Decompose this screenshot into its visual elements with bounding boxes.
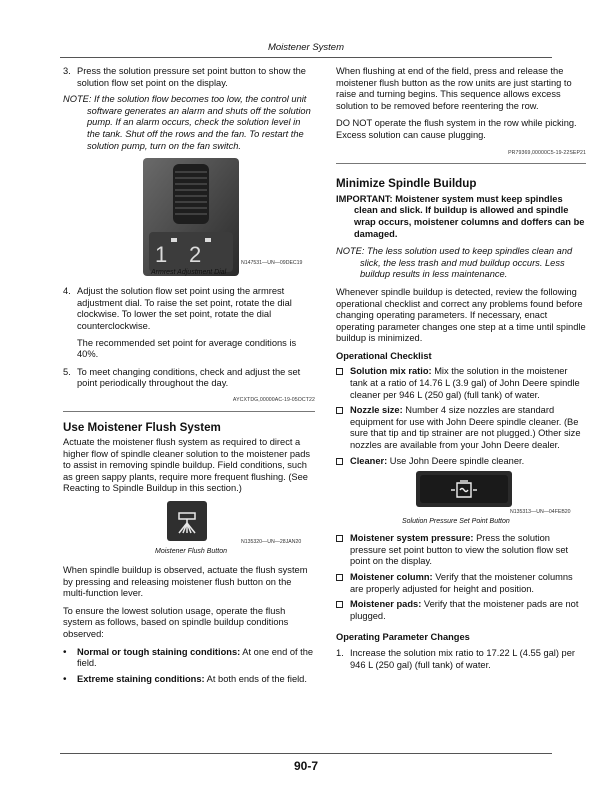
flush-button-image [167,501,207,541]
check-system-pressure [336,533,586,568]
flush-para-b: To ensure the lowest solution usage, operate the flush system as follows, based on spindle buildup conditions observed: [63,605,289,640]
note-pump-alarm: NOTE: If the solution flow becomes too low, the control unit software generates an alarm and shuts off the solution pump. If an alarm occurs, check the solution level in the tank. Shut off the rows and the fan. To restart the solution pump, turn on the fan switch. [63,94,311,151]
left-column [63,66,315,689]
flush-para-a: When spindle buildup is observed, actuate the flush system by pressing and releasing moistener flush button on the multi-function lever. [63,565,308,599]
check-cleaner [336,456,586,468]
right-column [336,66,586,676]
dial-label-2: 2 [189,242,202,268]
check-cleaner-label: Cleaner: [350,455,388,466]
section-title-flush: Use Moistener Flush System [63,420,221,434]
step-5 [63,367,315,390]
check-moistener-column [336,572,586,595]
fig2-caption: Moistener Flush Button [155,548,227,556]
pressure-button-image [416,471,512,507]
armrest-dial-figure [63,158,315,280]
param-1-text: Increase the solution mix ratio to 17.22 L (4.55 gal) per 946 L (250 gal) (full tank) of water. [350,647,575,670]
flush-button-figure [63,501,315,557]
spindle-para-e: Whenever spindle buildup is detected, review the following operational checklist and correct any problems found before changing operating parameters. If necessary, enact operating parameter changes one step at a time until spindle buildup is minimized. [336,286,586,344]
check-moistener-pads-text: Verify that the moistener pads are not plugged. [350,599,579,621]
params-title: Operating Parameter Changes [336,632,470,643]
ref-code-2: PR79369,00000C5-19-22SEP21 [508,149,586,156]
fig3-id: N135313—UN—04FEB20 [510,509,571,516]
step-4 [63,286,315,332]
checkbox-icon [336,368,343,375]
check-moistener-column-label: Moistener column: [350,572,433,582]
footer-rule [60,753,552,754]
section-title-spindle: Minimize Spindle Buildup [336,177,477,191]
check-nozzle-size [336,405,586,451]
section-divider-2 [336,163,586,164]
bullet-dot: • [63,673,67,685]
param-1 [336,648,586,671]
step-3-number: 3. [63,66,71,76]
page-number: 90-7 [293,759,319,773]
dial-label-1: 1 [155,242,168,268]
bullet-normal-text: At one end of the field. [77,646,314,669]
step-5-text: To meet changing conditions, check and adjust the set point periodically throughout the day. [77,366,301,389]
bullet-extreme-text: At both ends of the field. [204,673,307,684]
checkbox-icon [336,535,343,542]
bullet-normal-label: Normal or tough staining conditions: [77,646,241,657]
checklist-title: Operational Checklist [336,350,432,361]
flush-para-c: When flushing at end of the field, press and release the moistener flush button as the row units are just starting to raise and turning begins. This sequence allows excess solution to be removed before reentering the row. [336,66,572,111]
step-3 [63,66,315,89]
checkbox-icon [336,601,343,608]
check-moistener-pads [336,599,586,622]
step-4-text: Adjust the solution flow set point using the armrest adjustment dial. To raise the set point, rotate the dial clockwise. To lower the set point, rotate the dial counterclockwise. [77,286,292,331]
checkbox-icon [336,458,343,465]
param-1-number: 1. [336,647,344,658]
fig1-id: N147531—UN—09DEC19 [241,260,303,267]
header-rule [60,57,552,58]
check-moistener-column-text: Verify that the moistener columns are properly adjusted for height and position. [350,572,573,594]
check-mix-ratio-label: Solution mix ratio: [350,366,432,377]
checkbox-icon [336,574,343,581]
check-nozzle-size-label: Nozzle size: [350,405,403,416]
check-mix-ratio [336,366,586,401]
bullet-extreme-label: Extreme staining conditions: [77,673,205,684]
bullet-normal [63,647,315,670]
step-4-recommended: The recommended set point for average conditions is 40%. [77,337,297,360]
note-less-solution: NOTE: The less solution used to keep spindles clean and slick, the less trash and mud buildup occurs. Less buildup results in less maintenance. [336,246,573,280]
armrest-dial-image [143,158,239,276]
check-nozzle-size-text: Number 4 size nozzles are standard equipment for use with John Deere spindle cleaner. (Be sure that tip and tip strainer are not plugged.) Other size nozzles are available from your John Deere dealer. [350,405,581,451]
flush-para-d: DO NOT operate the flush system in the row while picking. Excess solution can cause plugging. [336,118,577,140]
page-header-title: Moistener System [267,42,345,53]
fig1-caption: Armrest Adjustment Dial [151,269,227,277]
check-cleaner-text: Use John Deere spindle cleaner. [387,455,525,466]
check-moistener-pads-label: Moistener pads: [350,599,422,610]
check-system-pressure-text: Press the solution pressure set point button to view the solution flow set point on the display. [350,533,569,567]
check-mix-ratio-text: Mix the solution in the moistener tank at a ratio of 14.76 L (3.9 gal) of John Deere spindle cleaner per 946 L (250 gal) (full tank) of water. [350,366,580,400]
important-notice: IMPORTANT: Moistener system must keep spindles clean and slick. If buildup is allowed and spindle wrap occurs, moistener columns and doffers can be damaged. [336,193,585,239]
fig2-id: N135320—UN—28JAN20 [241,539,302,546]
checkbox-icon [336,407,343,414]
section-divider-1 [63,411,315,412]
ref-code-1: AYCXTDG,00000AC-19-05OCT22 [232,396,315,403]
step-3-text: Press the solution pressure set point button to show the solution flow set point on the display. [77,66,306,88]
fig3-caption: Solution Pressure Set Point Button [402,518,510,526]
step-5-number: 5. [63,366,71,377]
bullet-extreme [63,674,315,686]
check-system-pressure-label: Moistener system pressure: [350,533,474,544]
pressure-button-figure [336,471,586,527]
flush-intro: Actuate the moistener flush system as required to direct a higher flow of spindle cleaner solution to the moistener pads to assist in removing spindle buildup. Field conditions, such as green sappy plants, require more frequent flushing. (See Reacting to Spindle Buildup in this section.) [63,437,311,494]
step-4-number: 4. [63,286,71,297]
bullet-dot: • [63,646,67,658]
